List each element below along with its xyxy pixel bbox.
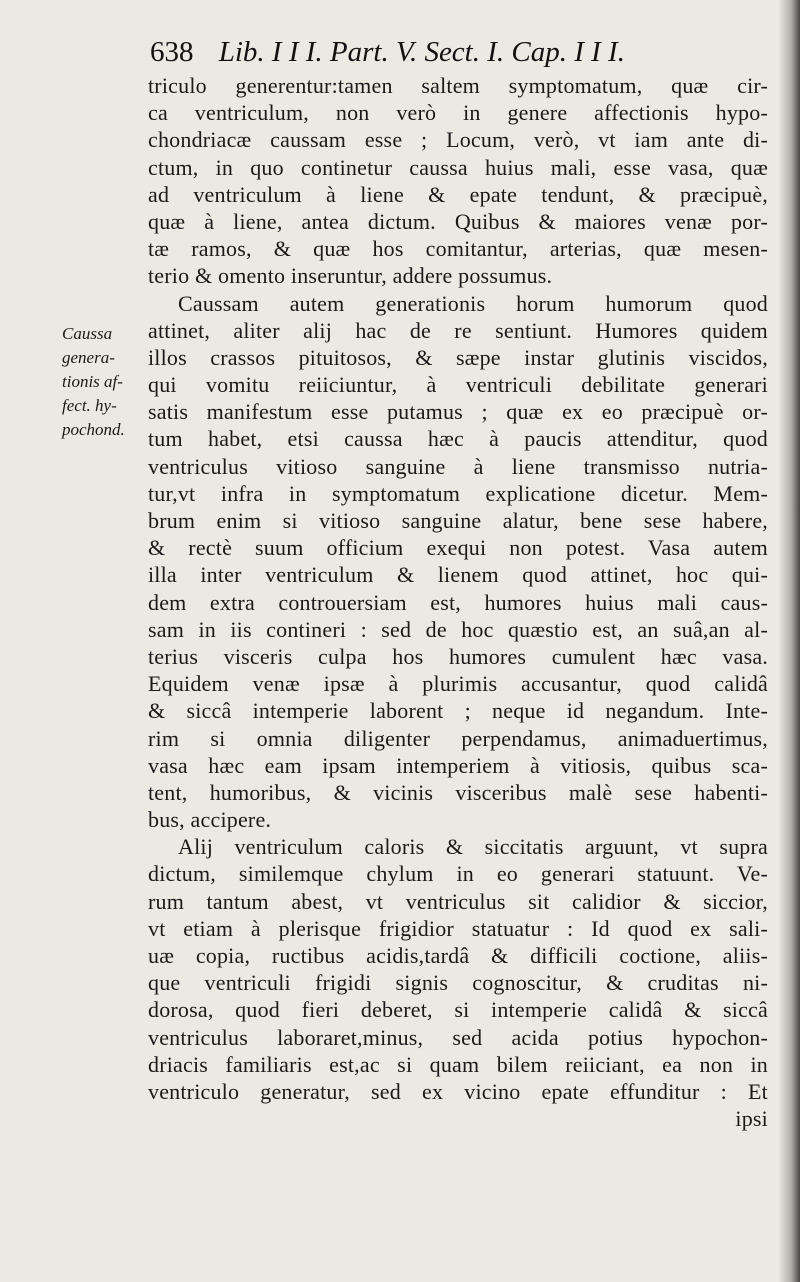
text-line: Equidem venæ ipsæ à plurimis accusantur, quod calidâ <box>148 671 768 697</box>
catchword: ipsi <box>735 1106 768 1132</box>
text-line: satis manifestum esse putamus ; quæ ex eo præcipuè or- <box>148 399 768 425</box>
text-line: terius visceris culpa hos humores cumulent hæc vasa. <box>148 643 768 669</box>
page-number: 638 <box>150 36 194 68</box>
body-text <box>148 72 768 1132</box>
margin-note-line: genera- <box>62 348 115 367</box>
running-title: Lib. I I I. Part. V. Sect. I. Cap. I I I. <box>218 36 625 68</box>
text-line: ventriculus laboraret,minus, sed acida potius hypochon- <box>148 1024 768 1050</box>
paragraph-start-line: Caussam autem generationis horum humorum quod <box>178 290 768 316</box>
text-line: tæ ramos, & quæ hos comitantur, arterias, quæ mesen- <box>148 236 768 262</box>
text-line: dorosa, quod fieri deberet, si intemperie calidâ & siccâ <box>148 997 768 1023</box>
margin-note-line: pochond. <box>62 420 125 439</box>
text-line: ctum, in quo continetur caussa huius mali, esse vasa, quæ <box>148 154 768 180</box>
text-line: qui vomitu reiiciuntur, à ventriculi debilitate generari <box>148 372 768 398</box>
text-line: tum habet, etsi caussa hæc à paucis attenditur, quod <box>148 426 768 452</box>
text-line: driacis familiaris est,ac si quam bilem reiiciant, ea non in <box>148 1051 768 1077</box>
text-line: & rectè suum officium exequi non potest. Vasa autem <box>148 535 768 561</box>
text-line: tent, humoribus, & vicinis visceribus malè sese habenti- <box>148 779 768 805</box>
text-line: rim si omnia diligenter perpendamus, animaduertimus, <box>148 725 768 751</box>
text-line: illos crassos pituitosos, & sæpe instar glutinis viscidos, <box>148 344 768 370</box>
text-line: bus, accipere. <box>148 807 272 833</box>
text-line: tur,vt infra in symptomatum explicatione dicetur. Mem- <box>148 480 768 506</box>
text-line: vt etiam à plerisque frigidior statuatur : Id quod ex sali- <box>148 915 768 941</box>
text-line: que ventriculi frigidi signis cognoscitur, & cruditas ni- <box>148 970 768 996</box>
text-line: illa inter ventriculum & lienem quod attinet, hoc qui- <box>148 562 768 588</box>
text-line: terio & omento inseruntur, addere possumus. <box>148 263 553 289</box>
text-line: ventriculo generatur, sed ex vicino epate effunditur : Et <box>148 1078 768 1104</box>
text-line: triculo generentur:tamen saltem symptomatum, quæ cir- <box>148 73 768 98</box>
text-line: rum tantum abest, vt ventriculus sit calidior & siccior, <box>148 888 768 914</box>
text-line: brum enim si vitioso sanguine alatur, bene sese habere, <box>148 508 768 533</box>
text-line: dictum, similemque chylum in eo generari statuunt. Ve- <box>148 861 768 887</box>
running-header <box>150 36 750 72</box>
paragraph-start-line: Alij ventriculum caloris & siccitatis arguunt, vt supra <box>178 834 768 860</box>
page-gutter-shadow <box>778 0 800 1282</box>
text-line: dem extra controuersiam est, humores huius mali caus- <box>148 589 768 615</box>
text-line: sam in iis contineri : sed de hoc quæstio est, an suâ,an al- <box>148 616 768 642</box>
text-line: & siccâ intemperie laborent ; neque id negandum. Inte- <box>148 698 768 724</box>
text-line: ca ventriculum, non verò in genere affectionis hypo- <box>148 100 768 126</box>
margin-note-line: tionis af- <box>62 372 123 391</box>
text-line: attinet, aliter alij hac de re sentiunt. Humores quidem <box>148 317 768 343</box>
text-line: quæ à liene, antea dictum. Quibus & maiores venæ por- <box>148 208 768 234</box>
text-line: chondriacæ caussam esse ; Locum, verò, vt iam ante di- <box>148 127 768 153</box>
text-line: vasa hæc eam ipsam intemperiem à vitiosis, quibus sca- <box>148 752 768 778</box>
marginal-note <box>62 322 152 442</box>
text-line: ventriculus vitioso sanguine à liene transmisso nutria- <box>148 453 768 479</box>
margin-note-line: Caussa <box>62 324 113 343</box>
text-line: uæ copia, ructibus acidis,tardâ & difficili coctione, aliis- <box>148 943 768 968</box>
text-line: ad ventriculum à liene & epate tendunt, & præcipuè, <box>148 181 768 207</box>
margin-note-line: fect. hy- <box>62 396 117 415</box>
